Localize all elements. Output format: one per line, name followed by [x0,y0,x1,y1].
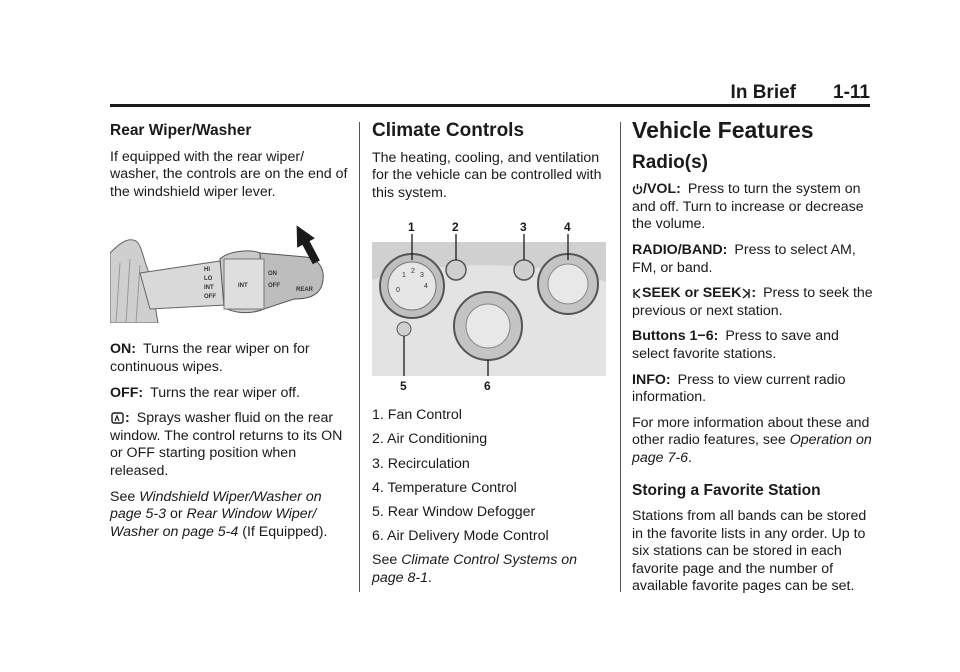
callout-1: 1 [408,220,415,235]
rear-wiper-intro: If equipped with the rear wiper/ washer, the controls are on the end of the windshield wiper lever. [110,148,348,200]
section-title: In Brief [730,82,796,103]
storing-favorite-text: Stations from all bands can be stored in the favorite lists in any order. Up to six stations can be stored in each favorite page and the number of available favorite pages can be set. [632,508,867,595]
seek-back-icon [632,287,642,300]
wiper-lever-illustration [110,223,338,323]
page-number: 1-11 [833,82,870,103]
dial-0: 0 [396,287,400,295]
power-icon [632,183,643,196]
item-washer: : Sprays washer fluid on the rear window. The control returns to its ON or OFF starting position when released. [110,410,343,479]
list-item: 4. Temperature Control [372,479,517,496]
page-header [110,82,870,104]
label-int-2: INT [238,283,248,290]
label-hi: HI [204,267,210,274]
list-item: 6. Air Delivery Mode Control [372,527,549,544]
column-divider-1 [359,122,360,592]
label-rear: REAR [296,287,314,294]
callout-4: 4 [564,220,571,235]
climate-panel-figure [372,220,606,395]
item-radio-band: RADIO/BAND: Press to select AM, FM, or band. [632,241,856,276]
climate-intro: The heating, cooling, and ventilation for the vehicle can be controlled with this system. [372,149,602,201]
see-references: See Windshield Wiper/Washer on page 5-3 or Rear Window Wiper/ Washer on page 5-4 (If Equipped). [110,488,328,540]
rear-wiper-heading: Rear Wiper/Washer [110,122,252,139]
callout-2: 2 [452,220,459,235]
column-vehicle-features [632,117,874,604]
dial-4: 4 [424,283,428,291]
climate-heading: Climate Controls [372,120,525,141]
label-off: OFF [204,294,216,301]
callout-5: 5 [400,379,407,394]
label-int: INT [204,285,214,292]
list-item: 2. Air Conditioning [372,431,488,448]
callout-3: 3 [520,220,527,235]
seek-forward-icon [741,287,751,300]
dial-1: 1 [402,272,406,280]
radio-more-info: For more information about these and other radio features, see Operation on page 7-6. [632,414,872,466]
item-seek: SEEK or SEEK : Press to seek the previous or next station. [632,285,873,319]
storing-favorite-heading: Storing a Favorite Station [632,481,821,499]
radio-heading: Radio(s) [632,151,708,173]
list-item: 5. Rear Window Defogger [372,503,536,520]
link-rear-window-wiper[interactable]: Rear Window Wiper/ Washer on page 5-4 [110,506,317,540]
list-item: 3. Recirculation [372,455,470,472]
climate-see: See Climate Control Systems on page 8-1. [372,551,578,586]
label-on: ON [268,271,277,278]
ac-button[interactable] [446,260,466,280]
dial-2: 2 [411,268,415,276]
item-info: INFO: Press to view current radio information. [632,371,846,406]
wiper-lever-figure [110,223,338,323]
link-windshield-wiper[interactable]: Windshield Wiper/Washer on page 5-3 [110,488,322,523]
column-rear-wiper [110,122,352,549]
column-climate [372,122,610,595]
rear-washer-icon [110,411,125,425]
item-off: OFF: Turns the rear wiper off. [110,384,300,401]
climate-control-list [372,407,610,545]
callout-6: 6 [484,379,491,394]
climate-panel-illustration [372,220,606,395]
vehicle-features-heading: Vehicle Features [632,117,814,143]
item-buttons: Buttons 1−6: Press to save and select favorite stations. [632,328,839,362]
defog-button[interactable] [397,322,411,336]
item-on: ON: Turns the rear wiper on for continuous wipes. [110,341,310,375]
dial-3: 3 [420,272,424,280]
item-power-vol: /VOL: Press to turn the system on and off. Turn to increase or decrease the volume. [632,181,864,233]
link-climate-control[interactable]: Climate Control Systems on page 8-1 [372,551,578,586]
recirc-button[interactable] [514,260,534,280]
header-rule [110,104,870,107]
label-lo: LO [204,276,213,283]
link-radio-operation[interactable]: Operation on page 7-6 [632,432,872,466]
label-off-2: OFF [268,283,280,290]
column-divider-2 [620,122,621,592]
list-item: 1. Fan Control [372,407,462,424]
